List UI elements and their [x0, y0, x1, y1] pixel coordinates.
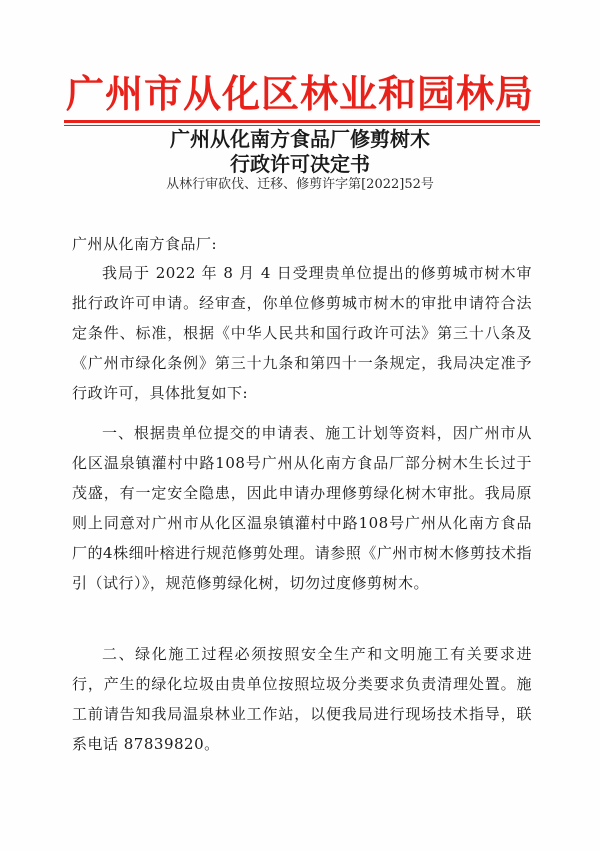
paragraph-1: [72, 258, 532, 408]
red-divider-thick: [64, 120, 540, 123]
paragraph-2-text: 一、根据贵单位提交的申请表、施工计划等资料，因广州市从化区温泉镇灌村中路108号广州从化南方食品厂部分树木生长过于茂盛，有一定安全隐患，因此申请办理修剪绿化树木审批。我局原则上同意对广州市从化区温泉镇灌村中路108号广州从化南方食品厂的4株细叶榕进行规范修剪处理。请参照《广州市树木修剪技术指引（试行）》，规范修剪绿化树，切勿过度修剪树木。: [72, 424, 532, 592]
addressee-text: 广州从化南方食品厂:: [72, 235, 218, 253]
document-title-line1: 广州从化南方食品厂修剪树木: [170, 127, 430, 151]
paragraph-3-text: 二、绿化施工过程必须按照安全生产和文明施工有关要求进行，产生的绿化垃圾由贵单位按照垃圾分类要求负责清理处置。施工前请告知我局温泉林业工作站，以便我局进行现场技术指导，联系电话 87839820。: [72, 645, 532, 753]
paragraph-3: [72, 639, 532, 759]
paragraph-2: [72, 418, 532, 598]
document-number: 从林行审砍伐、迁移、修剪许字第[2022]52号: [166, 177, 434, 192]
addressee: [72, 229, 532, 259]
paragraph-1-text: 我局于 2022 年 8 月 4 日受理贵单位提出的修剪城市树木审批行政许可申请。经审查，你单位修剪城市树木的审批申请符合法定条件、标准，根据《中华人民共和国行政许可法》第三十八条及《广州市绿化条例》第三十九条和第四十一条规定，我局决定准予行政许可，具体批复如下:: [72, 264, 532, 402]
agency-name: 广州市从化区林业和园林局: [65, 71, 534, 116]
document-title-line2: 行政许可决定书: [230, 152, 370, 176]
